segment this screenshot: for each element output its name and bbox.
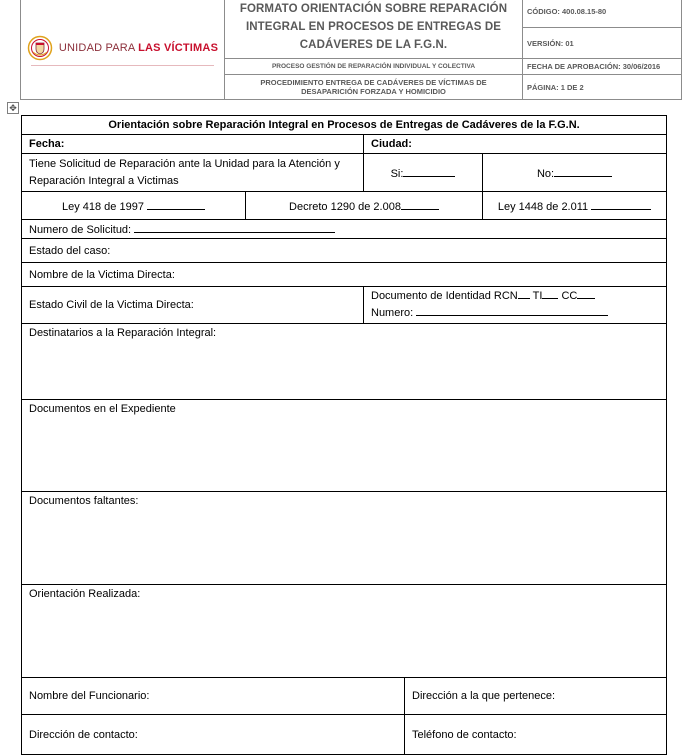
- estado-caso-field[interactable]: Estado del caso:: [22, 239, 667, 263]
- documentos-expediente-field[interactable]: Documentos en el Expediente: [22, 400, 667, 492]
- si-option[interactable]: Si:: [364, 154, 483, 192]
- move-handle-icon[interactable]: ✥: [7, 102, 19, 114]
- process-name: PROCESO GESTIÓN DE REPARACIÓN INDIVIDUAL Y COLECTIVA: [225, 59, 523, 75]
- logo: [21, 35, 224, 61]
- colombia-shield-icon: [27, 35, 53, 61]
- orientation-form: [21, 115, 667, 755]
- title-line-3: CADÁVERES DE LA F.G.N.: [299, 39, 448, 51]
- numero-solicitud-field[interactable]: Numero de Solicitud:: [22, 220, 667, 239]
- page-number: PÁGINA: 1 DE 2: [523, 75, 682, 100]
- title-line-2: INTEGRAL EN PROCESOS DE ENTREGAS DE: [245, 21, 502, 33]
- no-blank[interactable]: [554, 166, 612, 177]
- document-header: [20, 0, 682, 100]
- solicitud-question: Tiene Solicitud de Reparación ante la Unidad para la Atención y Reparación Integral a Victimas: [22, 154, 364, 192]
- logo-text-strong: LAS VÍCTIMAS: [138, 41, 219, 54]
- procedure-name: PROCEDIMIENTO ENTREGA DE CADÁVERES DE VÍCTIMAS DE DESAPARICIÓN FORZADA Y HOMICIDIO: [225, 75, 523, 100]
- orientacion-field[interactable]: Orientación Realizada:: [22, 585, 667, 678]
- approval-date: FECHA DE APROBACIÓN: 30/06/2016: [523, 59, 682, 75]
- direccion-contacto-field[interactable]: Dirección de contacto:: [22, 715, 405, 755]
- direccion-pertenece-field[interactable]: Dirección a la que pertenece:: [405, 678, 667, 715]
- destinatarios-field[interactable]: Destinatarios a la Reparación Integral:: [22, 324, 667, 400]
- meta-right: [523, 0, 682, 59]
- logo-cell: [21, 0, 225, 100]
- version-cell: VERSIÓN: 01: [527, 38, 574, 48]
- document-title: [225, 0, 523, 59]
- nombre-funcionario-field[interactable]: Nombre del Funcionario:: [22, 678, 405, 715]
- ley-1448-field[interactable]: Ley 1448 de 2.011: [483, 192, 667, 220]
- no-option[interactable]: No:: [483, 154, 667, 192]
- ley-418-field[interactable]: Ley 418 de 1997: [22, 192, 246, 220]
- estado-civil-field[interactable]: Estado Civil de la Victima Directa:: [22, 287, 364, 324]
- telefono-contacto-field[interactable]: Teléfono de contacto:: [405, 715, 667, 755]
- code-cell: CÓDIGO: 400.08.15-80: [523, 0, 681, 28]
- nombre-victima-field[interactable]: Nombre de la Victima Directa:: [22, 263, 667, 287]
- ciudad-field[interactable]: Ciudad:: [364, 135, 667, 154]
- form-caption: Orientación sobre Reparación Integral en Procesos de Entregas de Cadáveres de la F.G.N.: [22, 116, 667, 135]
- logo-divider: [31, 65, 214, 66]
- decreto-1290-field[interactable]: Decreto 1290 de 2.008: [246, 192, 483, 220]
- si-blank[interactable]: [403, 166, 455, 177]
- logo-text-prefix: UNIDAD PARA: [58, 41, 139, 54]
- fecha-field[interactable]: Fecha:: [22, 135, 364, 154]
- title-line-1: FORMATO ORIENTACIÓN SOBRE REPARACIÓN: [239, 3, 508, 15]
- documentos-faltantes-field[interactable]: Documentos faltantes:: [22, 492, 667, 585]
- documento-identidad-field[interactable]: Documento de Identidad RCN TI CC Numero:: [364, 287, 667, 324]
